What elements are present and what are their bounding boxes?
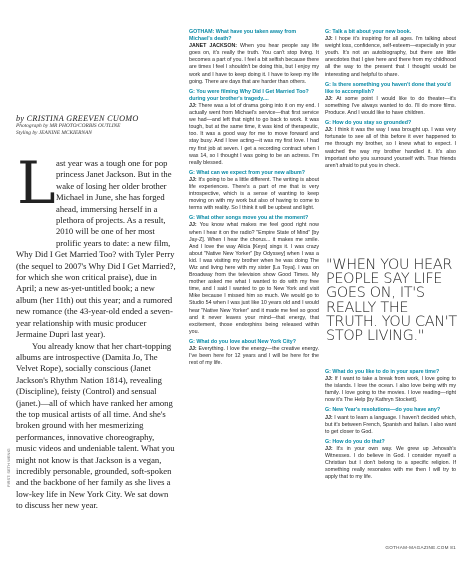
qa-speaker: JJ:	[325, 414, 335, 421]
qa-answer	[189, 103, 319, 167]
qa-speaker: JJ:	[189, 102, 199, 109]
qa-answer	[325, 36, 456, 79]
qa-answer-text: There was a lot of drama going into it on my end. I actually went from Michael's service—that first service we had—and left that night to go back to work. It was tough, but at the same time, it was kind of therapeutic, too. It was a good way for me to move forward and stay busy. And I love acting—it was my first love. I had my first job at seven. I get a recording contract when I was 14, so I thought I was going to be an actress. I'm really blessed.	[189, 102, 319, 166]
qa-question: G: What do you like to do in your spare time?	[325, 369, 440, 375]
qa-answer	[189, 43, 319, 86]
qa-question: G: Talk a bit about your new book.	[325, 29, 412, 35]
qa-answer	[325, 376, 456, 404]
pull-quote: "WHEN YOU HEAR PEOPLE SAY LIFE GOES ON, IT'S REALLY THE TRUTH. YOU CAN'T STOP LIVING."	[326, 257, 457, 345]
qa-answer-text: At some point I would like to do theater—it's something I've always wanted to do. I'll do more films. Produce. And I would like to have children.	[325, 95, 456, 117]
qa-answer-text: I hope it's inspiring for all ages. I'm talking about weight loss, confidence, self-esteem—especially in your youth. It's not an autobiography, but there are little anecdotes that I give here and there from my childhood all the way to the present that I thought would be interesting and helpful to share.	[325, 36, 457, 78]
qa-speaker: JJ:	[189, 222, 200, 229]
qa-answer-text: It's going to be a little different. The writing is about life experiences. There's a part of me that is very introspective, which is a sense of wanting to keep moving on with my work but also of having to come to terms with reality. So I think it will be upbeat and light.	[189, 176, 319, 212]
page-footer: GOTHAM-MAGAZINE.COM 81	[385, 545, 456, 550]
qa-answer-text: You know what makes me feel good right now when I hear it on the radio? "Empire State of Mind" [by Jay-Z]. When I hear the chorus... it makes me smile. And I love the way Alicia [Keys] sings it. I was crazy about "Native New Yorker" [by Odyssey] when I was a kid. I was visiting my brother when he was doing The Wiz and living here with my sister [La Toya]. I was on Broadway from the television show Good Times. My mother asked me what I wanted to do with my free time, and I said I wanted to go to New York and visit Mike because I missed him so much. We would go to Studio 54 when I was just like 10 years old and I would hear "Native New Yorker" and it made me feel so good and it never leaves your mind—that energy, that excitement, those endorphins being released within you.	[189, 222, 319, 335]
qa-question: GOTHAM: What have you taken away from Michael's death?	[189, 29, 297, 43]
qa-question: G: New Year's resolutions—do you have any?	[325, 407, 441, 414]
qa-speaker: JJ:	[325, 36, 336, 43]
qa-answer	[189, 222, 319, 336]
qa-column-right-bottom	[325, 366, 456, 483]
qa-answer	[325, 96, 456, 117]
qa-question: G: How do you stay so grounded?	[325, 120, 412, 127]
qa-question: G: What can we expect from your new album?	[189, 169, 305, 176]
qa-question: G: Is there something you haven't done that you'd like to accomplish?	[325, 81, 451, 95]
qa-speaker: JJ:	[189, 176, 199, 183]
qa-question: G: You were filming Why Did I Get Married Too? during your brother's tragedy....	[189, 88, 309, 102]
intro-text	[16, 149, 176, 512]
qa-speaker: JANET JACKSON:	[189, 43, 241, 50]
qa-answer	[189, 177, 319, 212]
photo-credit: Photograph by MR PHOTO/CORBIS OUTLINE	[16, 123, 121, 129]
qa-question: G: What do you love about New York City?	[189, 338, 296, 345]
qa-speaker: JJ:	[325, 376, 335, 383]
intro-paragraph-1	[16, 149, 176, 341]
qa-speaker: JJ:	[189, 346, 199, 353]
qa-answer	[325, 127, 456, 170]
qa-answer-text: If I want to take a break from work, I love going to the islands. I love the ocean. I also love being with my family. I love going to the movies. I love reading—right now it's The Help [by Kathryn Stockett].	[325, 376, 456, 404]
qa-answer	[189, 346, 319, 367]
qa-answer-text: It's in your own way. We grew up Jehovah's Witnesses. I do believe in God. I consider myself a Christian but I don't belong to a specific religion. If something really resonates with me then I will try to apply that to my life.	[325, 445, 456, 481]
drop-cap: L	[17, 149, 56, 217]
qa-column-right-top	[325, 26, 456, 172]
styling-credit: Styling by JEANINE MCKIERNAN	[16, 130, 92, 136]
photo-side-credit: FIRST: SETH WENIG	[6, 448, 11, 487]
qa-answer	[325, 446, 456, 481]
qa-speaker: JJ:	[325, 95, 337, 102]
qa-speaker: JJ:	[325, 445, 337, 452]
qa-answer-text: Everything. I love the energy—the creative energy. I've been here for 12 years and I will be here for the rest of my life.	[189, 346, 319, 367]
drop-cap-spacer	[16, 149, 56, 246]
intro-paragraph-1-text: ast year was a tough one for pop princess Janet Jackson. But in the wake of losing her older brother Michael in June, she has forged ahead, immersing herself in a plethora of projects. As a result, 2010 will be one of her most prolific years to date: a new film, Why Did I Get Married Too? with Tyler Perry (the sequel to 2007's Why Did I Get Married?, for which she won critical praise), due in April; a new as-yet-untitled book; a new album (her 11th) out this year; and a rumored new romance (the 43-year-old ended a seven-year relationship with music producer Jermaine Dupri last year).	[16, 158, 176, 340]
qa-answer	[325, 415, 456, 436]
qa-answer-text: When you hear people say life goes on, it's really the truth. You can't stop living. It becomes a part of you. I feel a bit selfish because there are times I feel I shouldn't be doing this, but I enjoy my work and I have to keep doing it. I have to keep my life going. There are days that are harder than others.	[189, 43, 319, 85]
qa-question: G: How do you do that?	[325, 438, 385, 445]
qa-answer-text: I want to learn a language. I haven't decided which, but it's between French, Spanish and Italian. I also want to get closer to God.	[325, 414, 456, 435]
qa-answer-text: I think it was the way I was brought up. I was very fortunate to see all of this before it ever happened to me through my brother, so I knew what to expect. I watched the way my brother handled it. It's also important who you surround yourself with. True friends aren't afraid to put you in check.	[325, 127, 456, 169]
intro-paragraph-2: You already know that her chart-topping albums are introspective (Damita Jo, The Velvet Rope), socially conscious (Janet Jackson's Rhythm Nation 1814), revealing (Discipline), feisty (Control) and sensual (janet.)—all of which have ranked her among the top musical artists of all time. And she's broken ground with her mesmerizing performances, innovative choreography, music videos and undeniable talent. What you might not know is that Jackson is a vegan, incredibly personable, grounded, soft-spoken and the backbone of her family as she lives a low-key life in New York City. We sat down to discuss her new year.	[16, 340, 175, 511]
qa-column-middle	[189, 26, 319, 369]
qa-speaker: JJ:	[325, 127, 335, 134]
author-byline: by CRISTINA GREEVEN CUOMO	[16, 114, 139, 123]
byline-block	[16, 114, 186, 137]
qa-question: G: What other songs move you at the moment?	[189, 215, 309, 222]
